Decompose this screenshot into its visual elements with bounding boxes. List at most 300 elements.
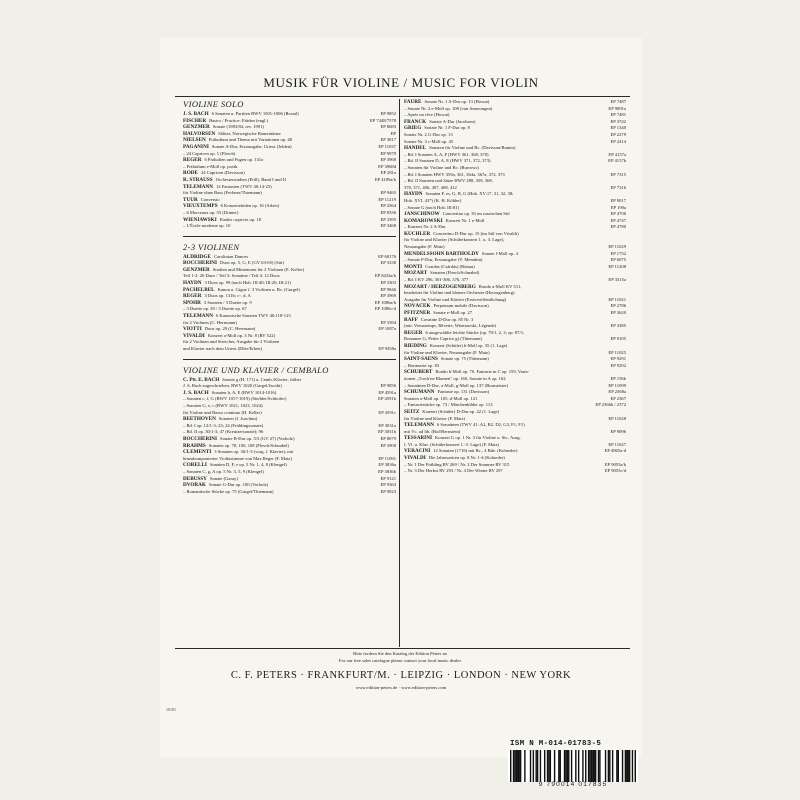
work-title: – Bd. I Sonaten HWV 359a, 361, 364a, 367a, 372, 373 [404, 171, 505, 177]
catalog-number: EP 3900 [380, 442, 396, 448]
catalog-entry [404, 106, 626, 113]
barcode-bar [598, 750, 599, 782]
catalog-entry [404, 178, 626, 185]
catalog-entry [404, 448, 626, 455]
work-title: Sonaten F, es, G, B, G (Hob. XV:17, 31, 32, 38; [425, 191, 514, 197]
catalog-entry [183, 396, 396, 403]
catalog-entry [404, 323, 626, 330]
catalog-entry [183, 137, 396, 144]
catalog-entry [183, 462, 396, 469]
work-title: Studien und Miniaturen für 2 Violinen (E. Keller) [212, 266, 305, 272]
composer-name: J. S. BACH [183, 111, 209, 117]
catalog-entry [183, 260, 396, 267]
catalog-number: EP 4591b [378, 396, 396, 402]
catalog-entry [404, 119, 626, 126]
catalog-number: EP 4591c [378, 409, 396, 415]
catalog-entry [404, 152, 626, 159]
catalog-entry [183, 217, 396, 224]
catalog-number: EP 3338 [380, 260, 396, 266]
composer-name: SEITZ [404, 408, 420, 415]
barcode-bar [612, 750, 613, 782]
catalog-entry [404, 303, 626, 310]
catalog-entry [183, 410, 396, 417]
catalog-number: EP 9852 [380, 111, 396, 116]
work-title: – Sonate G (nach Hob. III:81) [404, 204, 460, 210]
catalog-number: EP 3395 [380, 216, 396, 222]
work-title: Basics / Practice; Etüden (engl.) [209, 117, 269, 123]
catalog-number: EP 2564 [380, 203, 396, 209]
catalog-entry [404, 343, 626, 350]
composer-name: RIEDING [404, 342, 427, 349]
barcode-bar [585, 750, 586, 782]
catalog-entry [404, 211, 626, 218]
composer-name: VIEUXTEMPS [183, 203, 218, 210]
catalog-entry [183, 223, 396, 230]
catalog-entry [183, 443, 396, 450]
barcode-bar [595, 750, 596, 782]
catalog-entry [183, 449, 396, 456]
catalog-entry [183, 190, 396, 197]
barcode-digits: 9 790014 017835 [538, 781, 608, 788]
catalog-number: EP 9055a/b [604, 461, 626, 467]
barcode-bar [530, 750, 531, 782]
work-title: 3 Sonaten op. 36/1-3 (vorg. f. Klavier), mit [214, 449, 294, 455]
catalog-entry [404, 198, 626, 205]
composer-name: DVOŘÁK [183, 482, 206, 489]
catalog-entry [183, 203, 396, 210]
catalog-number: EP 190a [610, 204, 626, 210]
catalog-entry [404, 442, 626, 449]
work-title: Sonate Nr. 1 A-Dur op. 13 (Howat) [424, 99, 490, 104]
work-title: für Violine und Klavier (Schülerkonzert 1. u. 3. Lage), [404, 237, 505, 243]
work-title: Romanze G; Petite Caprice g) (Thiemann) [404, 336, 482, 342]
catalog-entry [183, 346, 396, 353]
work-title: Kanon u. Gigue f. 3 Violinen u. Bc. (Gurgel) [217, 286, 300, 292]
composer-name: NIELSEN [183, 137, 206, 144]
barcode-bar [578, 750, 579, 782]
catalog-entry [404, 422, 626, 429]
work-title: bearbeitet für Violine und kleines Orchester (Herzogenberg) [404, 290, 515, 296]
catalog-number: EP 1086c/d [374, 306, 396, 312]
work-title: Konzert (Schüler) h-Moll op. 35 (1. Lage) [429, 342, 508, 348]
work-title: – Konzert Nr. 2 A-Dur [404, 224, 446, 230]
catalog-entry [183, 416, 396, 423]
catalog-number: EP 7481 [610, 112, 626, 118]
composer-name: KOMAROWSKI [404, 217, 443, 224]
catalog-entry [404, 389, 626, 396]
catalog-number: EP 68176 [378, 253, 396, 259]
work-title: – Havanaise op. 83 [404, 362, 440, 368]
work-title: – Sonaten für Violine und Bc. (Burrows) [404, 164, 479, 170]
composer-name: BOCCHERINI [183, 435, 218, 442]
catalog-entry [404, 317, 626, 324]
composer-name: C. Ph. E. BACH [183, 376, 220, 383]
work-title: Conversio [200, 196, 220, 202]
catalog-number: EP 4157b [608, 158, 626, 164]
catalog-number: EP 11021 [608, 296, 626, 302]
composer-name: MONTI [404, 263, 423, 270]
barcode-bar [517, 750, 518, 782]
barcode-bar [516, 750, 517, 782]
catalog-entry [404, 336, 626, 343]
work-title: 6 Präludien und Fugen op. 131a [204, 157, 264, 163]
catalog-entry [404, 409, 626, 416]
catalog-number: EP 11219 [378, 196, 396, 202]
title-rule-top [175, 96, 630, 97]
catalog-entry [183, 197, 396, 204]
barcode-bar [537, 750, 538, 782]
barcode-bar [582, 750, 583, 782]
catalog-entry [404, 462, 626, 469]
catalog-entry [183, 306, 396, 313]
barcode-bar [514, 750, 515, 782]
work-title: Konzert a-Moll op. 3 Nr. 8 (RV 522) [207, 332, 276, 338]
catalog-number: EP 281a [380, 170, 396, 176]
catalog-number: EP 4965a-d [604, 448, 626, 454]
work-title: Orchesterstudien (Prill), Band I und II [215, 176, 286, 182]
catalog-entry [183, 184, 396, 191]
work-title: – Sonaten C, g, A op. 5 Nr. 3, 5, 9 (Klengel) [183, 468, 264, 474]
catalog-number: EP 11208 [608, 263, 626, 269]
work-title: 6 Kanonische Sonaten TWV 40:118-123 [215, 313, 291, 319]
catalog-number: EP 1732 [610, 250, 626, 256]
work-title: Sonate op. 75 (Thiemann) [440, 356, 489, 362]
work-title: Die Jahreszeiten op. 8 Nr. 1-4 (Kolneder) [428, 455, 505, 461]
catalog-number: EP 7315 [610, 171, 626, 177]
catalog-number: EP 3031a [378, 422, 396, 428]
catalog-entry [183, 469, 396, 476]
barcode-bar [588, 750, 589, 782]
page-title: MUSIK FÜR VIOLINE / MUSIC FOR VIOLIN [263, 75, 539, 90]
catalog-entry [404, 185, 626, 192]
composer-name: JANSCHINOW [404, 211, 440, 218]
catalog-entry [404, 139, 626, 146]
composer-name: TÜÜR [183, 196, 198, 203]
work-title: für Violine und Basso continuo (H. Keller) [183, 409, 262, 415]
catalog-number: EP 9823 [380, 488, 396, 494]
catalog-entry [183, 482, 396, 489]
catalog-note [300, 651, 500, 664]
catalog-entry [183, 436, 396, 443]
work-title: 24 Capricen (Davisson) [201, 170, 245, 176]
barcode-bar [524, 750, 525, 782]
work-title: Sonate e-Moll op. 27 [433, 310, 473, 315]
catalog-entry [404, 383, 626, 390]
work-title: Fantasie op. 131 (Davisson) [437, 389, 490, 395]
catalog-number: EP 4189a/b [374, 176, 396, 182]
catalog-number: EP 8079 [380, 435, 396, 441]
barcode [508, 750, 638, 782]
composer-name: GENZMER [183, 124, 210, 131]
catalog-number: EP 7448/7578 [370, 117, 396, 123]
catalog-number: EP 11029 [608, 244, 626, 250]
catalog-entry [404, 237, 626, 244]
work-title: Sonaten h, A, E (BWV 1014-1016) [211, 389, 277, 395]
publisher-website: www.edition-peters.de · www.edition-peters.com [355, 685, 447, 690]
catalog-entry [183, 333, 396, 340]
composer-name: SAINT-SAËNS [404, 356, 438, 363]
column-divider [399, 99, 400, 647]
composer-name: MENDELSSOHN BARTHOLDY [404, 250, 479, 257]
catalog-number: EP 2366b / 2372 [595, 402, 626, 408]
work-title: Präludium und Thema mit Variationen op. 48 [208, 137, 292, 143]
work-title: Rondo a-Moll KV 511, [478, 283, 522, 289]
work-title: Sonate g (H. 171) u. Cemb./Klavier, früher [222, 376, 302, 382]
barcode-bar [565, 750, 566, 782]
work-title: Teil 1-2: 26 Duos / Teil 3: Sonatine / Teil 4: 12 Duos [183, 273, 280, 279]
catalog-number: EP 9846 [380, 286, 396, 292]
work-title: Concertino op. 35 im russischen Stil [442, 211, 510, 217]
work-title: – 24 Capricen op. 1 (Flesch) [183, 150, 236, 156]
catalog-number: EP 8432a/b [374, 273, 396, 279]
work-title: Sonaten (J. Joachim) [218, 416, 258, 422]
work-title: – Nr. 1 Der Frühling RV 269 / Nr. 2 Der Sommer RV 315 [404, 461, 510, 467]
catalog-number: EP 8683 [380, 124, 396, 130]
barcode-bar [599, 750, 600, 782]
composer-name: SPOHR [183, 299, 201, 306]
barcode-bar [560, 750, 561, 782]
barcode-bar [626, 750, 627, 782]
catalog-number: EP 3836a [378, 462, 396, 468]
work-title: 6 Konzertetüden op. 16 (Arbós) [220, 203, 280, 209]
composer-name: REGER [404, 329, 423, 336]
catalog-number: EP 9979 [380, 150, 396, 156]
catalog-entry [404, 218, 626, 225]
barcode-bar [510, 750, 511, 782]
catalog-number: EP 9291 [610, 356, 626, 362]
barcode-bar [564, 750, 565, 782]
bottom-rule [175, 648, 630, 649]
work-title: Sonate (1983/84, rev. 1991) [212, 124, 264, 130]
work-title: – Bd. I op. 12/1-3; 23; 24 (Frühlingssonate) [183, 422, 264, 428]
catalog-entry [404, 191, 626, 198]
catalog-entry [183, 390, 396, 397]
work-title: Sonaten op. 78, 100, 108 (Flesch/Schnabel) [208, 442, 289, 448]
catalog-entry [404, 145, 626, 152]
work-title: – Sonate Nr. 2 e-Moll op. 108 (van Amerongen) [404, 105, 493, 111]
work-title: für 2 Violinen und Streicher, Ausgabe für 2 Violinen [183, 339, 280, 345]
work-title: Concertino D-Dur op. 15 (im Stil von Vivaldi) [433, 230, 519, 236]
work-title: mit Vc. ad lib. (Ruf/Bernstein) [404, 428, 461, 434]
work-title: für Violine ohne Bass (Fechner/Thiemann) [183, 190, 262, 196]
catalog-number: EP 3031b [378, 429, 396, 435]
work-title: Hob. XVI, 43*) (K. H. Köhler) [404, 197, 462, 203]
composer-name: HAYDN [183, 280, 202, 287]
catalog-entry [183, 313, 396, 320]
composer-name: PACHELBEL [183, 286, 215, 293]
work-title: – Bd. II op. 30/1-3; 47 (Kreutzersonate); 96 [183, 429, 264, 435]
catalog-number: EP 11099 [608, 382, 626, 388]
catalog-entry [404, 251, 626, 258]
work-title: – Sonate F-Dur, Erstausgabe (Y. Menuhin) [404, 257, 483, 263]
work-title: – Bd. II Sonaten D, A, E (HWV 371, 372, 373) [404, 158, 491, 164]
work-title: Sonate (Garay) [209, 475, 238, 481]
composer-name: KÜCHLER [404, 230, 431, 237]
catalog-number: EP 3385 [610, 323, 626, 329]
catalog-number: EP 11091 [378, 455, 396, 461]
catalog-entry [404, 112, 626, 119]
work-title: J. S. Bach zugeschrieben, BWV 1020 (Gurgel/Jacobi) [183, 383, 282, 389]
composer-name: NOVÁČEK [404, 303, 431, 310]
composer-name: VERACINI [404, 448, 431, 455]
work-title: Konzert Nr. 1 e-Moll [445, 217, 485, 223]
barcode-bar [554, 750, 555, 782]
catalog-number: EP 3742 [610, 118, 626, 124]
catalog-entry [404, 165, 626, 172]
catalog-entry [183, 339, 396, 346]
catalog-number: EP 1086a/b [374, 299, 396, 305]
barcode-bar [558, 750, 559, 782]
work-title: Konzert (Schüler) D-Dur op. 22 (1. Lage) [422, 408, 500, 414]
catalog-entry [404, 310, 626, 317]
work-title: 12 Fantasien (TWV 40:14-25) [215, 183, 272, 189]
barcode-bar [594, 750, 595, 782]
catalog-number: EP 7316 [610, 184, 626, 190]
work-title: Carolinian Dances [213, 253, 249, 259]
composer-name: BRAHMS [183, 442, 206, 449]
catalog-entry [183, 210, 396, 217]
work-title: – Sonaten G, e, c (BWV 1021, 1023, 1024) [183, 402, 263, 408]
barcode-bars [508, 750, 638, 782]
catalog-entry [183, 170, 396, 177]
composer-name: FAURÉ [404, 99, 422, 105]
work-title: – 3 Duette op. 39 / 3 Duette op. 67 [183, 306, 247, 312]
catalog-number: EP 4747 [610, 217, 626, 223]
work-title: (mit: Vieuxtemps, Rêverie, Wieniawski, Légende) [404, 323, 497, 329]
catalog-number: EP 2279 [610, 131, 626, 137]
work-title: und Klavier nach dem Urtext (Eller/Erben) [183, 346, 262, 351]
catalog-number: EP 1087a [378, 326, 396, 332]
catalog-entry [183, 476, 396, 483]
composer-name: R. STRAUSS [183, 176, 213, 183]
catalog-entry [183, 403, 396, 410]
catalog-entry [183, 164, 396, 171]
catalog-entry [404, 363, 626, 370]
catalog-number: EP 3315a [608, 277, 626, 283]
composer-name: TESSARINI [404, 435, 432, 442]
catalog-entry [404, 125, 626, 132]
catalog-number: EP 2368a [608, 389, 626, 395]
work-title: – Bd. I Sonaten A, A, F (HWV 361, 368, 370) [404, 151, 489, 157]
composer-name: TELEMANN [183, 183, 213, 190]
catalog-note-en: For our free sales catalogue please contact your local music dealer [339, 657, 461, 663]
work-title: 3 Duos op. 99 (nach Hob. III:40; III:20; III:21) [204, 280, 291, 286]
work-title: Sonate A-Dur (Jacobsen) [429, 118, 476, 124]
work-title: 6 Sonaten u. Partiten BWV 1001-1006 (Rostal) [211, 111, 299, 116]
catalog-note-de: Bitte fordern Sie den Katalog der Edition Peters an [353, 651, 447, 656]
publisher-line: C. F. PETERS · FRANKFURT/M. · LEIPZIG · LONDON · NEW YORK [230, 670, 572, 681]
work-title: Duos op. 5, G, E (GV 63-65) (Sitt) [220, 260, 284, 266]
catalog-number: EP 3969 [380, 293, 396, 299]
composer-name: FISCHER [183, 117, 207, 124]
barcode-bar [533, 750, 534, 782]
catalog-entry [404, 468, 626, 475]
catalog-entry [183, 300, 396, 307]
section-title: 2-3 VIOLINEN [183, 241, 240, 252]
catalog-section [183, 242, 396, 353]
work-title: Sonate A-Dur, Erstausgabe, Urtext (Jelden) [211, 143, 292, 149]
work-title: – Sonaten c, f, G (BWV 1017-1019) (Stiehler/Schloifer) [183, 396, 287, 402]
work-title: Csardas (Csárdás) (Bünau) [425, 263, 475, 269]
catalog-entry [404, 429, 626, 436]
catalog-number: EP 4706 [610, 211, 626, 217]
catalog-entry [183, 287, 396, 294]
catalog-entry [404, 205, 626, 212]
barcode-bar [591, 750, 592, 782]
catalog-entry [183, 267, 396, 274]
catalog-number: EP 11028 [608, 415, 626, 421]
catalog-number: EP 9017 [610, 197, 626, 203]
catalog-number: EP 9363 [380, 482, 396, 488]
catalog-entry [404, 277, 626, 284]
work-title: Sonate Nr. 3 c-Moll op. 45 [404, 138, 454, 144]
catalog-entry [183, 157, 396, 164]
barcode-bar [592, 750, 593, 782]
composer-name: BEETHOVEN [183, 416, 216, 423]
work-title: 370, 371, 406, 407, 408, 412 [404, 184, 457, 190]
composer-name: DEBUSSY [183, 475, 207, 482]
composer-name: ALDRIDGE [183, 253, 211, 260]
work-title: Duos op. 29 (C. Herrmann) [204, 326, 256, 332]
catalog-number: EP 9465 [380, 190, 396, 196]
barcode-bar [575, 750, 576, 782]
left-column [183, 99, 396, 501]
work-title: Sonate Nr. 1 F-Dur op. 8 [424, 125, 470, 131]
catalog-entry [183, 423, 396, 430]
catalog-entry [404, 257, 626, 264]
work-title: 3 Sonaten / 3 Duette op. 9 [203, 299, 252, 305]
barcode-bar [609, 750, 610, 782]
barcode-bar [635, 750, 636, 782]
catalog-entry [404, 244, 626, 251]
catalog-entry [183, 118, 396, 125]
catalog-number: EP 9055c/d [604, 468, 626, 474]
catalog-entry [183, 144, 396, 151]
composer-name: GRIEG [404, 125, 422, 132]
catalog-number: EP 2367 [610, 395, 626, 401]
barcode-bar [518, 750, 519, 782]
catalog-entry [404, 224, 626, 231]
catalog-number: EP 2786 [610, 303, 626, 309]
catalog-entry [404, 396, 626, 403]
catalog-entry [183, 320, 396, 327]
work-title: Cavatine D-Dur op. 85 Nr. 3 [420, 316, 474, 322]
section-rule [183, 236, 396, 237]
composer-name: REGER [183, 157, 202, 164]
catalog-entry [183, 177, 396, 184]
barcode-bar [548, 750, 549, 782]
catalog-entry [404, 132, 626, 139]
catalog-entry [404, 350, 626, 357]
catalog-entry [183, 326, 396, 333]
barcode-bar [628, 750, 629, 782]
catalog-entry [404, 172, 626, 179]
catalog-number: EP 3394 [380, 319, 396, 325]
catalog-number: EP 1340 [610, 125, 626, 131]
barcode-bar [535, 750, 536, 782]
catalog-number: EP 6075 [610, 257, 626, 263]
catalog-number: EP [390, 130, 396, 136]
composer-name: J. S. BACH [183, 389, 209, 396]
catalog-entry [404, 402, 626, 409]
work-title: Etudes caprices op. 18 [219, 216, 262, 222]
composer-name: VIVALDI [183, 332, 205, 339]
work-title: Slåtter, Norwegische Bauerntänze [218, 130, 281, 136]
catalog-section [183, 99, 396, 230]
catalog-entry [404, 369, 626, 376]
catalog-number: EP 3468 [380, 223, 396, 229]
catalog-entry [183, 377, 396, 384]
